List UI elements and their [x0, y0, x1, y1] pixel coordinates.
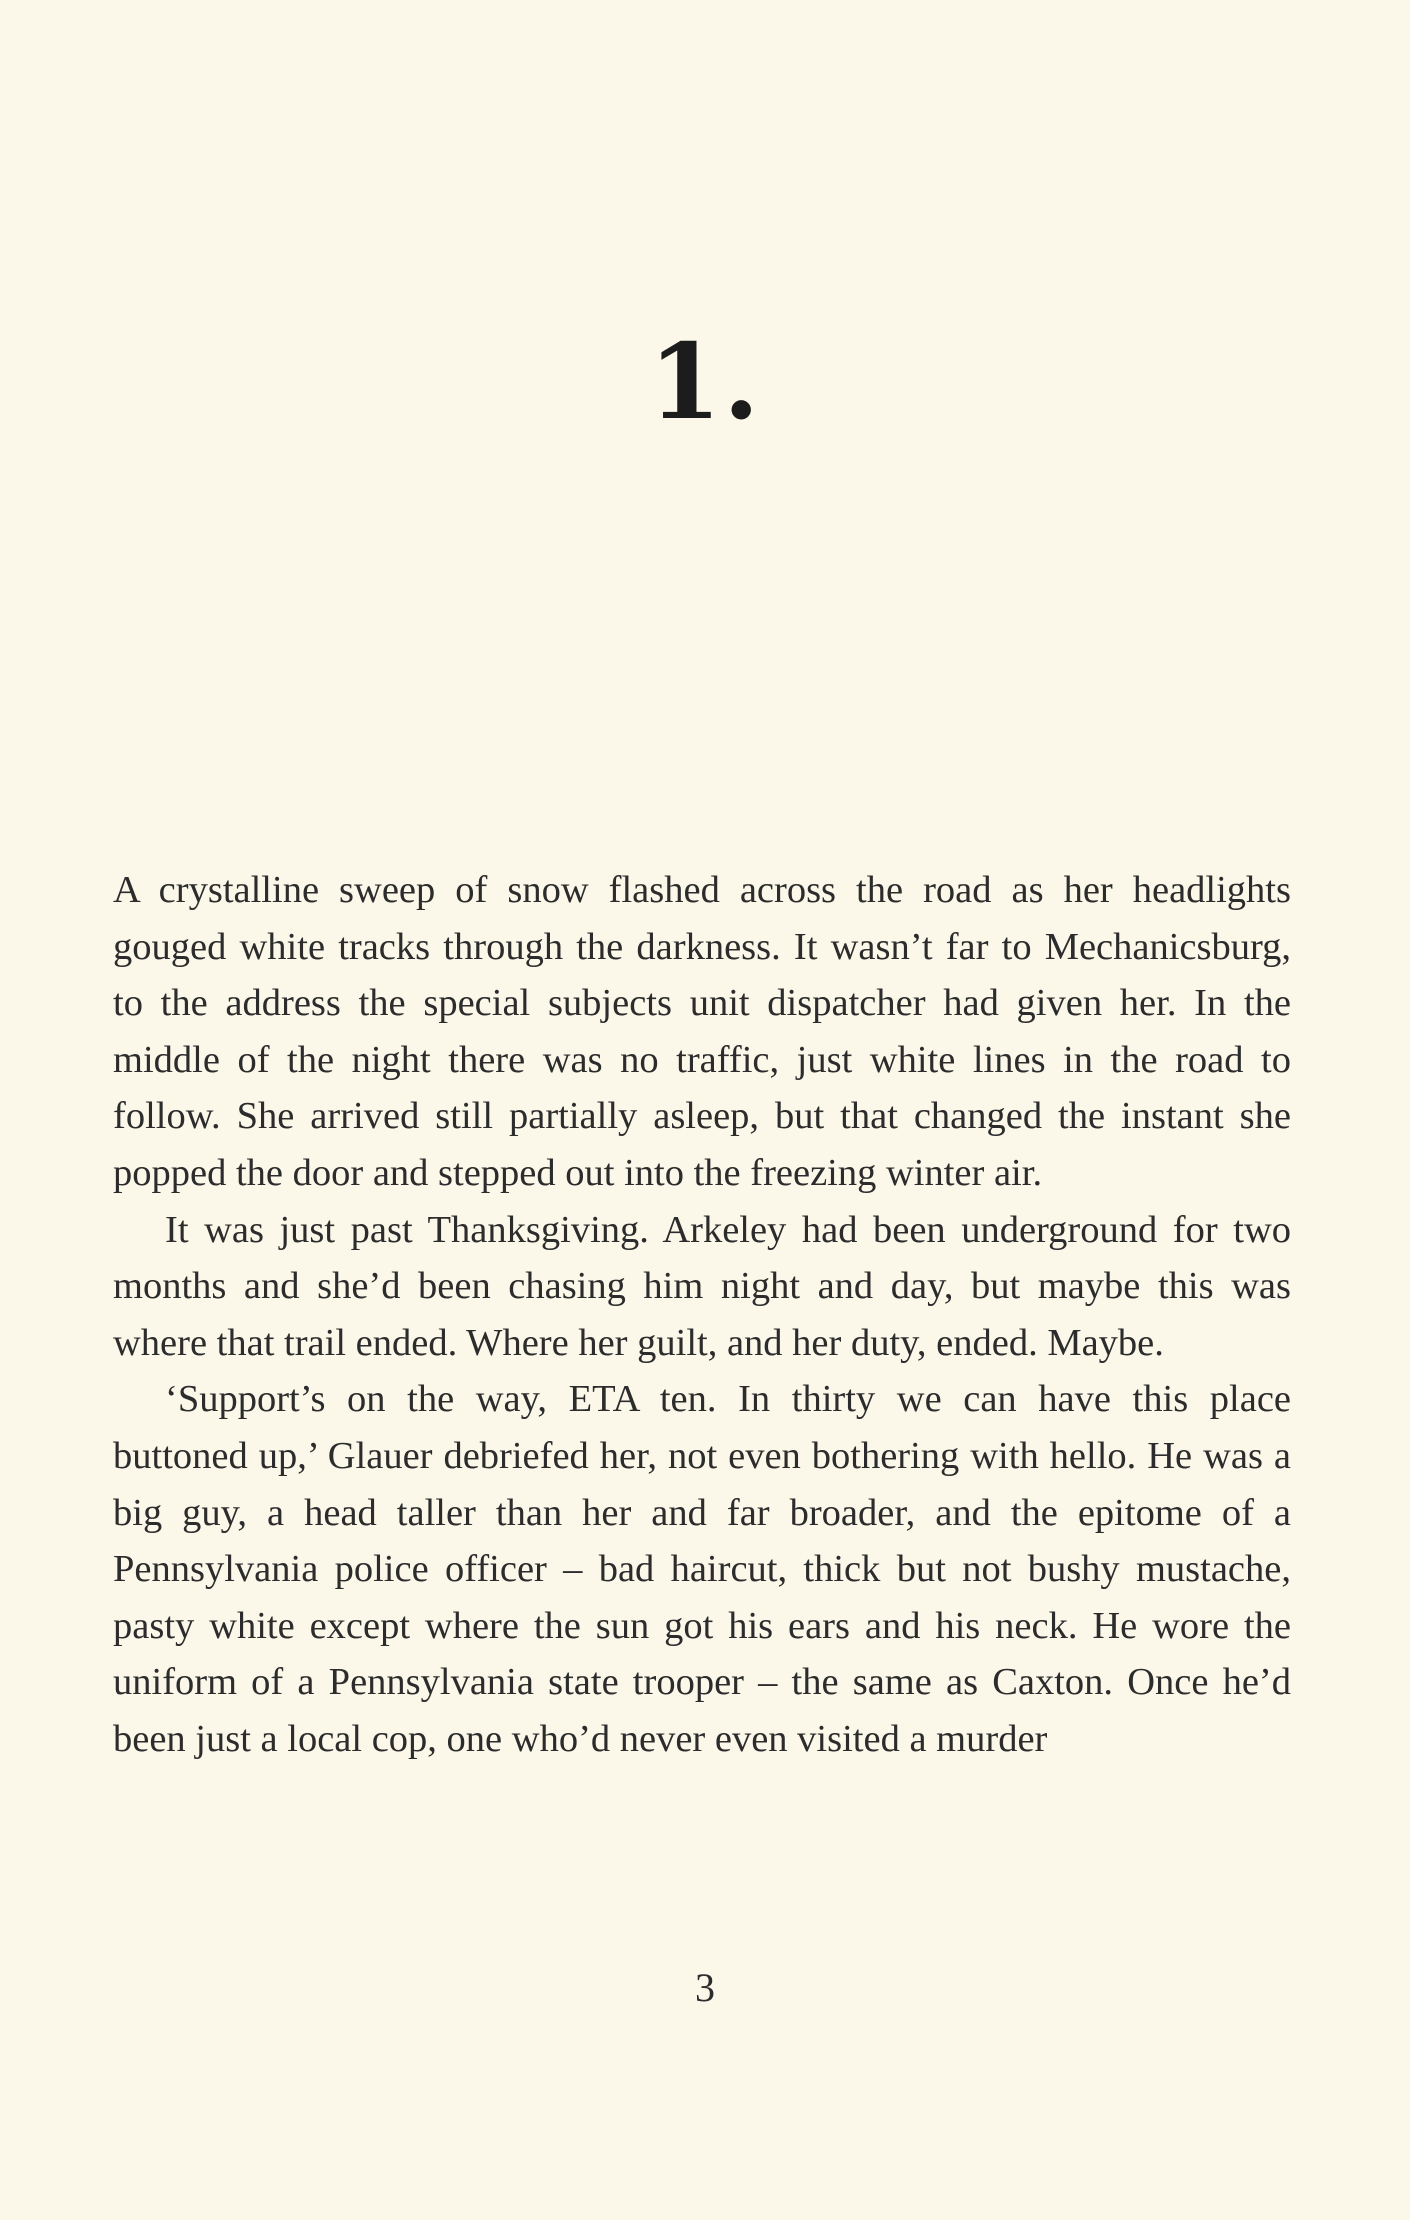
paragraph-1: A crystalline sweep of snow flashed across the road as her headlights gouged white tracks through the darkness. It wasn’t far to Mechanicsburg, to the address the special subjects unit dispatcher had given her. In the middle of the night there was no traffic, just white lines in the road to follow. She arrived still partially asleep, but that changed the instant she popped the door and stepped out into the freezing winter air. [113, 869, 1291, 1194]
body-text [113, 862, 1291, 1768]
page-number: 3 [695, 1965, 715, 2010]
paragraph-2: It was just past Thanksgiving. Arkeley had been underground for two months and she’d been chasing him night and day, but maybe this was where that trail ended. Where her guilt, and her duty, ended. Maybe. [113, 1208, 1291, 1364]
chapter-number: 1. [648, 320, 762, 443]
paragraph-3: ‘Support’s on the way, ETA ten. In thirty we can have this place buttoned up,’ Glauer debriefed her, not even bothering with hello. He was a big guy, a head taller than her and far broader, and the epitome of a Pennsylvania police officer – bad haircut, thick but not bushy mustache, pasty white except where the sun got his ears and his neck. He wore the uniform of a Pennsylvania state trooper – the same as Caxton. Once he’d been just a local cop, one who’d never even visited a murder [113, 1378, 1291, 1760]
